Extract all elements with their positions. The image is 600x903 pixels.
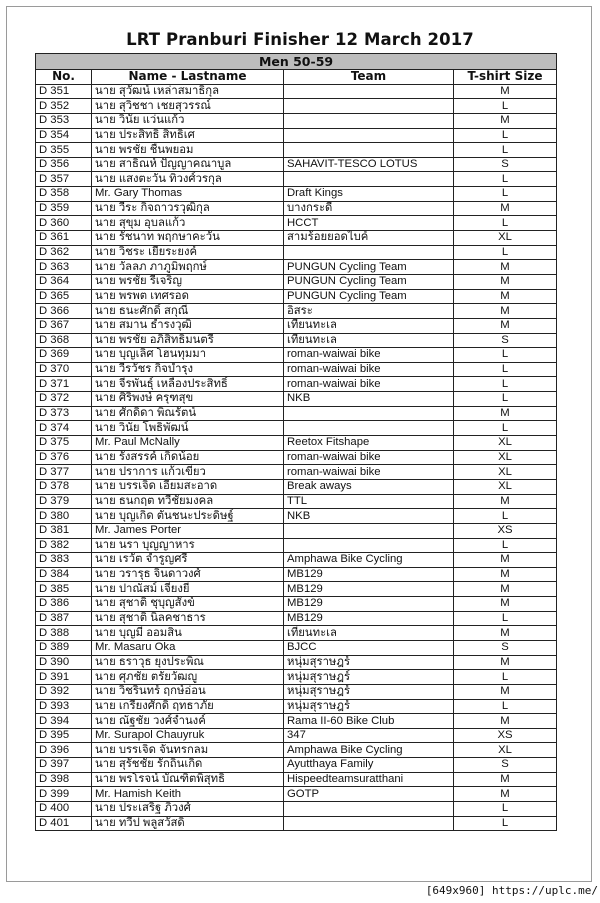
- table-row: [36, 143, 557, 158]
- row-name: Mr. James Porter: [92, 523, 284, 538]
- row-name: นาย พรโรจน์ บัณฑิตพิสุทธิ์: [92, 772, 284, 787]
- row-name: นาย พรพต เทศรอด: [92, 289, 284, 304]
- row-number: D 374: [36, 421, 92, 436]
- row-number: D 360: [36, 216, 92, 231]
- row-team: BJCC: [284, 640, 454, 655]
- row-size: L: [454, 216, 557, 231]
- row-size: XL: [454, 743, 557, 758]
- row-team: Rama II-60 Bike Club: [284, 714, 454, 729]
- row-size: M: [454, 787, 557, 802]
- table-row: [36, 450, 557, 465]
- row-number: D 396: [36, 743, 92, 758]
- row-name: นาย วินัย โพธิพัฒน์: [92, 421, 284, 436]
- row-number: D 356: [36, 157, 92, 172]
- row-team: [284, 816, 454, 831]
- row-size: M: [454, 582, 557, 597]
- row-size: L: [454, 128, 557, 143]
- table-row: [36, 289, 557, 304]
- row-name: นาย จีรพันธุ์ เหลืองประสิทธิ์: [92, 377, 284, 392]
- table-row: [36, 509, 557, 524]
- row-size: M: [454, 84, 557, 99]
- row-number: D 385: [36, 582, 92, 597]
- row-name: นาย วีรวัชร กิจบำรุง: [92, 362, 284, 377]
- row-team: หนุ่มสุราษฎร์: [284, 670, 454, 685]
- row-number: D 352: [36, 99, 92, 114]
- row-size: M: [454, 553, 557, 568]
- row-name: นาย สุขุม อุบลแก้ว: [92, 216, 284, 231]
- row-number: D 395: [36, 728, 92, 743]
- row-team: roman-waiwai bike: [284, 465, 454, 480]
- table-row: [36, 348, 557, 363]
- table-row: [36, 816, 557, 831]
- row-size: L: [454, 816, 557, 831]
- row-name: นาย วินัย แว่นแก้ว: [92, 113, 284, 128]
- row-size: XL: [454, 450, 557, 465]
- row-team: [284, 406, 454, 421]
- finisher-table-container: [35, 53, 556, 831]
- row-name: นาย พรชัย ชื่นพยอม: [92, 143, 284, 158]
- row-name: นาย ธนกฤต ทวีชัยมงคล: [92, 494, 284, 509]
- row-size: L: [454, 99, 557, 114]
- row-name: นาย วัลลภ ภาภูมิพฤกษ์: [92, 260, 284, 275]
- row-team: [284, 802, 454, 817]
- row-team: SAHAVIT-TESCO LOTUS: [284, 157, 454, 172]
- row-size: XS: [454, 728, 557, 743]
- table-row: [36, 201, 557, 216]
- table-row: [36, 743, 557, 758]
- row-team: [284, 421, 454, 436]
- row-size: L: [454, 392, 557, 407]
- table-row: [36, 216, 557, 231]
- row-name: นาย พรชัย อภิสิทธิ์มนตรี: [92, 333, 284, 348]
- row-size: M: [454, 113, 557, 128]
- table-row: [36, 421, 557, 436]
- row-team: MB129: [284, 567, 454, 582]
- table-row: [36, 362, 557, 377]
- row-size: M: [454, 494, 557, 509]
- row-name: นาย นรา บุญญาหาร: [92, 538, 284, 553]
- table-row: [36, 494, 557, 509]
- row-team: HCCT: [284, 216, 454, 231]
- row-team: [284, 172, 454, 187]
- row-team: [284, 523, 454, 538]
- row-name: นาย ธนะศักดิ์ สกุณี: [92, 304, 284, 319]
- row-number: D 377: [36, 465, 92, 480]
- row-size: M: [454, 318, 557, 333]
- row-size: L: [454, 172, 557, 187]
- row-team: MB129: [284, 597, 454, 612]
- row-name: นาย ศิริพงษ์ ครุฑสุข: [92, 392, 284, 407]
- table-row: [36, 567, 557, 582]
- row-team: PUNGUN Cycling Team: [284, 274, 454, 289]
- row-name: นาย วิชระ เยียระยงค์: [92, 245, 284, 260]
- row-team: หนุ่มสุราษฎร์: [284, 684, 454, 699]
- row-name: นาย พรชัย รีเจริญ: [92, 274, 284, 289]
- row-team: [284, 128, 454, 143]
- row-name: Mr. Hamish Keith: [92, 787, 284, 802]
- row-size: S: [454, 640, 557, 655]
- row-name: นาย บรรเจิด จันทรกลม: [92, 743, 284, 758]
- column-header-no: No.: [36, 70, 92, 85]
- row-size: L: [454, 362, 557, 377]
- row-size: M: [454, 626, 557, 641]
- table-row: [36, 436, 557, 451]
- row-name: นาย บุญเลิศ โฮนทุมมา: [92, 348, 284, 363]
- table-row: [36, 274, 557, 289]
- column-header-team: Team: [284, 70, 454, 85]
- row-team: หนุ่มสุราษฎร์: [284, 655, 454, 670]
- row-number: D 389: [36, 640, 92, 655]
- row-size: L: [454, 538, 557, 553]
- row-number: D 399: [36, 787, 92, 802]
- row-number: D 387: [36, 611, 92, 626]
- row-team: NKB: [284, 509, 454, 524]
- table-row: [36, 611, 557, 626]
- row-size: M: [454, 597, 557, 612]
- table-row: [36, 99, 557, 114]
- row-number: D 400: [36, 802, 92, 817]
- row-number: D 401: [36, 816, 92, 831]
- row-number: D 378: [36, 479, 92, 494]
- row-team: [284, 113, 454, 128]
- row-number: D 363: [36, 260, 92, 275]
- row-number: D 351: [36, 84, 92, 99]
- row-name: Mr. Surapol Chauyruk: [92, 728, 284, 743]
- row-name: นาย สุชาติ ชุบุญสังข์: [92, 597, 284, 612]
- table-row: [36, 318, 557, 333]
- row-team: PUNGUN Cycling Team: [284, 260, 454, 275]
- row-team: บางกระดี่: [284, 201, 454, 216]
- row-team: PUNGUN Cycling Team: [284, 289, 454, 304]
- table-row: [36, 84, 557, 99]
- row-number: D 390: [36, 655, 92, 670]
- row-number: D 371: [36, 377, 92, 392]
- row-number: D 372: [36, 392, 92, 407]
- table-row: [36, 260, 557, 275]
- row-name: Mr. Paul McNally: [92, 436, 284, 451]
- row-size: M: [454, 684, 557, 699]
- row-number: D 354: [36, 128, 92, 143]
- table-row: [36, 304, 557, 319]
- row-size: XL: [454, 231, 557, 246]
- row-number: D 380: [36, 509, 92, 524]
- page-title: LRT Pranburi Finisher 12 March 2017: [126, 30, 474, 49]
- table-row: [36, 523, 557, 538]
- row-team: Reetox Fitshape: [284, 436, 454, 451]
- row-team: MB129: [284, 582, 454, 597]
- table-row: [36, 772, 557, 787]
- row-team: MB129: [284, 611, 454, 626]
- row-size: M: [454, 289, 557, 304]
- row-team: เทียนทะเล: [284, 333, 454, 348]
- row-size: L: [454, 802, 557, 817]
- row-size: M: [454, 304, 557, 319]
- row-team: สามร้อยยอดไบค์: [284, 231, 454, 246]
- row-team: [284, 143, 454, 158]
- row-size: XL: [454, 465, 557, 480]
- row-team: TTL: [284, 494, 454, 509]
- row-team: [284, 245, 454, 260]
- row-size: L: [454, 348, 557, 363]
- row-name: นาย ปราการ แก้วเขียว: [92, 465, 284, 480]
- row-team: เทียนทะเล: [284, 626, 454, 641]
- row-size: S: [454, 758, 557, 773]
- row-team: เทียนทะเล: [284, 318, 454, 333]
- row-team: [284, 84, 454, 99]
- row-name: นาย บรรเจิด เอี่ยมสะอาด: [92, 479, 284, 494]
- row-size: L: [454, 421, 557, 436]
- row-name: Mr. Gary Thomas: [92, 187, 284, 202]
- row-number: D 373: [36, 406, 92, 421]
- column-header-size: T-shirt Size: [454, 70, 557, 85]
- category-row: [36, 54, 557, 70]
- row-team: Break aways: [284, 479, 454, 494]
- table-row: [36, 231, 557, 246]
- row-name: นาย ประเสริฐ ภิวงศ์: [92, 802, 284, 817]
- row-name: นาย สมาน ธำรงวุฒิ: [92, 318, 284, 333]
- table-row: [36, 465, 557, 480]
- row-size: L: [454, 143, 557, 158]
- row-name: นาย สาธิณห์ ปัญญาคณาบูล: [92, 157, 284, 172]
- row-name: นาย วรารุธ จินดาวงศ์: [92, 567, 284, 582]
- row-team: roman-waiwai bike: [284, 362, 454, 377]
- row-number: D 367: [36, 318, 92, 333]
- finisher-table: [35, 53, 557, 831]
- row-size: XL: [454, 479, 557, 494]
- row-number: D 398: [36, 772, 92, 787]
- table-row: [36, 479, 557, 494]
- row-name: นาย วิชรินทร์ ฤกษ์อ่อน: [92, 684, 284, 699]
- row-number: D 397: [36, 758, 92, 773]
- row-size: M: [454, 201, 557, 216]
- row-number: D 357: [36, 172, 92, 187]
- table-row: [36, 640, 557, 655]
- row-team: Draft Kings: [284, 187, 454, 202]
- row-size: S: [454, 333, 557, 348]
- table-row: [36, 714, 557, 729]
- table-row: [36, 670, 557, 685]
- row-number: D 353: [36, 113, 92, 128]
- row-team: roman-waiwai bike: [284, 377, 454, 392]
- row-size: S: [454, 157, 557, 172]
- row-size: M: [454, 772, 557, 787]
- table-row: [36, 187, 557, 202]
- table-row: [36, 128, 557, 143]
- table-row: [36, 113, 557, 128]
- row-name: นาย เรวัต จำรูญศรี: [92, 553, 284, 568]
- row-number: D 392: [36, 684, 92, 699]
- row-size: L: [454, 187, 557, 202]
- row-number: D 361: [36, 231, 92, 246]
- row-size: L: [454, 509, 557, 524]
- table-body: [36, 84, 557, 831]
- table-row: [36, 157, 557, 172]
- row-name: นาย ศักดิ์ดา พิณรัตน์: [92, 406, 284, 421]
- row-size: L: [454, 699, 557, 714]
- row-number: D 358: [36, 187, 92, 202]
- row-number: D 393: [36, 699, 92, 714]
- row-name: นาย ปาณัสม์ เจี๋ยงยี่: [92, 582, 284, 597]
- table-row: [36, 684, 557, 699]
- table-row: [36, 582, 557, 597]
- row-number: D 394: [36, 714, 92, 729]
- row-number: D 382: [36, 538, 92, 553]
- row-number: D 368: [36, 333, 92, 348]
- row-number: D 375: [36, 436, 92, 451]
- table-row: [36, 333, 557, 348]
- table-row: [36, 538, 557, 553]
- row-number: D 376: [36, 450, 92, 465]
- row-size: L: [454, 377, 557, 392]
- row-team: roman-waiwai bike: [284, 348, 454, 363]
- row-name: นาย ทวีป พลูสวัสดิ์: [92, 816, 284, 831]
- row-number: D 383: [36, 553, 92, 568]
- row-number: D 386: [36, 597, 92, 612]
- row-size: M: [454, 714, 557, 729]
- footer-watermark: [649x960] https://uplc.me/: [425, 884, 598, 897]
- row-size: L: [454, 670, 557, 685]
- row-name: นาย สุวัฒน์ เหล่าสมาธิกุล: [92, 84, 284, 99]
- row-team: Amphawa Bike Cycling: [284, 743, 454, 758]
- row-size: L: [454, 245, 557, 260]
- row-name: นาย เกรียงศักดิ์ ฤทธาภัย: [92, 699, 284, 714]
- row-team: GOTP: [284, 787, 454, 802]
- row-number: D 379: [36, 494, 92, 509]
- row-number: D 384: [36, 567, 92, 582]
- row-name: นาย ณัฐชัย วงศ์จำนงค์: [92, 714, 284, 729]
- row-number: D 381: [36, 523, 92, 538]
- row-name: นาย ประสิทธิ์ สิทธิเศ: [92, 128, 284, 143]
- table-row: [36, 406, 557, 421]
- row-team: 347: [284, 728, 454, 743]
- category-header: Men 50-59: [36, 54, 557, 70]
- row-name: นาย สุวิชชา เชยสุวรรณ์: [92, 99, 284, 114]
- table-row: [36, 728, 557, 743]
- column-header-name: Name - Lastname: [92, 70, 284, 85]
- row-name: นาย รังสรรค์ เกิดน้อย: [92, 450, 284, 465]
- table-row: [36, 377, 557, 392]
- row-number: D 355: [36, 143, 92, 158]
- row-number: D 369: [36, 348, 92, 363]
- row-team: หนุ่มสุราษฎร์: [284, 699, 454, 714]
- row-name: นาย ธราวุธ ยุงประพิณ: [92, 655, 284, 670]
- row-name: นาย วีระ กิจถาวรวุฒิกุล: [92, 201, 284, 216]
- table-row: [36, 758, 557, 773]
- row-name: นาย บุญเกิด ตันชนะประดิษฐ์: [92, 509, 284, 524]
- row-size: L: [454, 611, 557, 626]
- row-number: D 391: [36, 670, 92, 685]
- row-team: [284, 99, 454, 114]
- table-row: [36, 392, 557, 407]
- row-number: D 362: [36, 245, 92, 260]
- row-team: roman-waiwai bike: [284, 450, 454, 465]
- row-number: D 365: [36, 289, 92, 304]
- row-size: M: [454, 655, 557, 670]
- table-row: [36, 553, 557, 568]
- row-name: นาย แสงตะวัน ทิวงศ์วรกุล: [92, 172, 284, 187]
- row-number: D 364: [36, 274, 92, 289]
- row-name: นาย สุรัชชัย รักถิ่นเกิด: [92, 758, 284, 773]
- row-size: M: [454, 406, 557, 421]
- column-header-row: [36, 70, 557, 85]
- row-number: D 359: [36, 201, 92, 216]
- row-team: NKB: [284, 392, 454, 407]
- row-name: นาย รัชนาท พฤกษาคะวัน: [92, 231, 284, 246]
- table-row: [36, 655, 557, 670]
- row-team: อิสระ: [284, 304, 454, 319]
- row-number: D 370: [36, 362, 92, 377]
- row-number: D 366: [36, 304, 92, 319]
- table-row: [36, 699, 557, 714]
- row-team: Amphawa Bike Cycling: [284, 553, 454, 568]
- table-row: [36, 802, 557, 817]
- row-team: [284, 538, 454, 553]
- row-name: Mr. Masaru Oka: [92, 640, 284, 655]
- table-row: [36, 245, 557, 260]
- row-name: นาย ศุภชัย ตรัยวัฒญู: [92, 670, 284, 685]
- table-row: [36, 597, 557, 612]
- row-number: D 388: [36, 626, 92, 641]
- table-row: [36, 626, 557, 641]
- table-row: [36, 787, 557, 802]
- row-size: XS: [454, 523, 557, 538]
- row-name: นาย บุญมี ออมสิน: [92, 626, 284, 641]
- row-team: Ayutthaya Family: [284, 758, 454, 773]
- row-size: M: [454, 567, 557, 582]
- row-size: XL: [454, 436, 557, 451]
- row-size: M: [454, 260, 557, 275]
- row-size: M: [454, 274, 557, 289]
- row-name: นาย สุชาติ นิลคชาธาร: [92, 611, 284, 626]
- row-team: Hispeedteamsuratthani: [284, 772, 454, 787]
- table-row: [36, 172, 557, 187]
